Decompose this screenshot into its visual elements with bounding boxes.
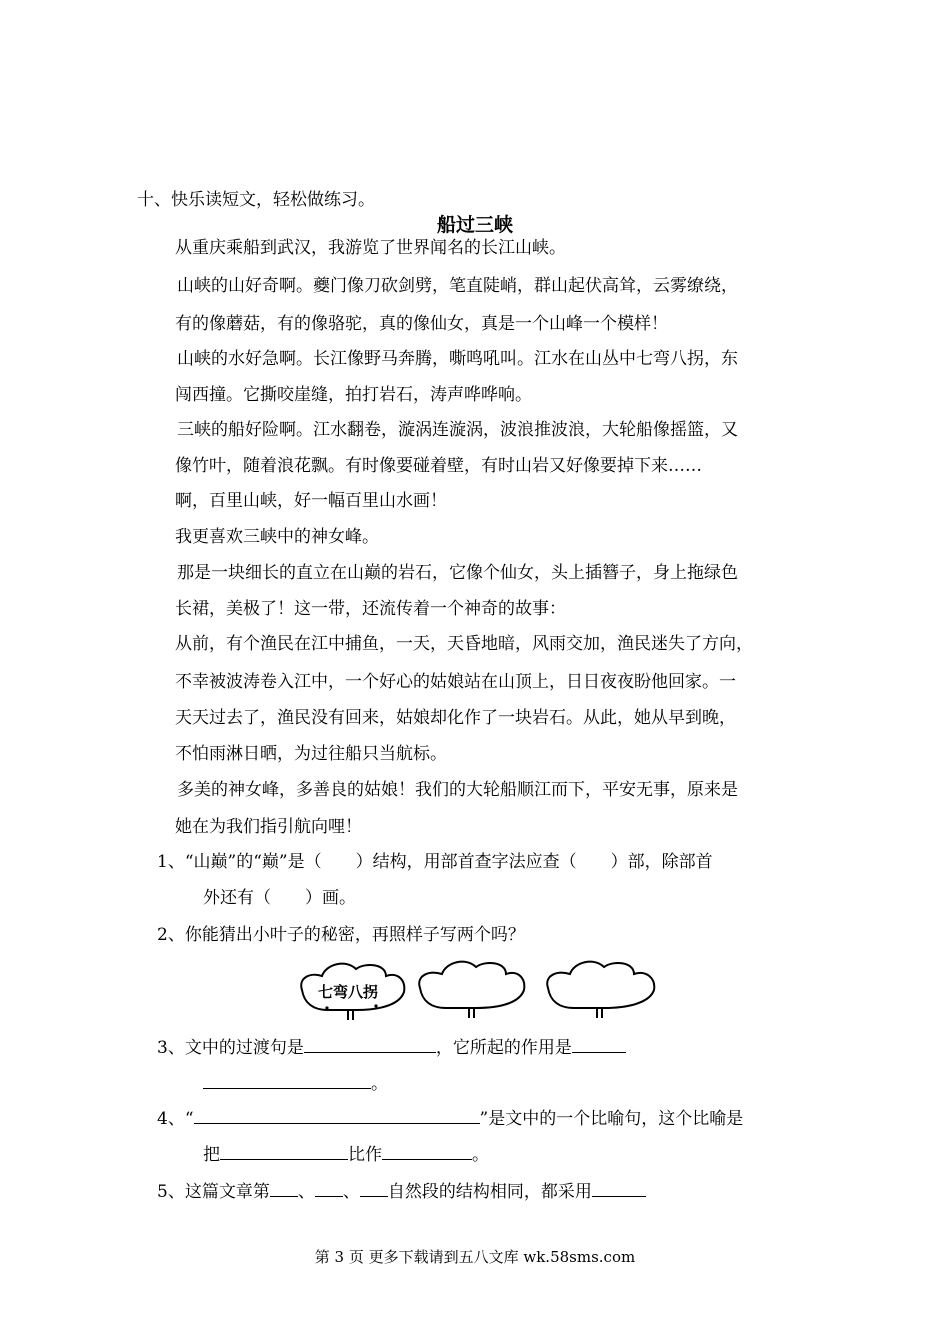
answer-blank[interactable] bbox=[315, 1180, 343, 1197]
passage-title: 船过三峡 bbox=[436, 214, 513, 236]
answer-blank[interactable] bbox=[270, 1180, 298, 1197]
passage-line: 多美的神女峰，多善良的姑娘！我们的大轮船顺江而下，平安无事，原来是 bbox=[177, 780, 738, 800]
answer-blank[interactable] bbox=[360, 1180, 388, 1197]
question-2: 2、你能猜出小叶子的秘密，再照样子写两个吗？ bbox=[157, 925, 525, 945]
passage-line: 不幸被波涛卷入江中，一个好心的姑娘站在山顶上，日日夜夜盼他回家。一 bbox=[175, 672, 736, 692]
question-4-middle: ”是文中的一个比喻句，这个比喻是 bbox=[479, 1109, 744, 1129]
question-5-sep: 、 bbox=[342, 1182, 360, 1202]
question-3-line-2 bbox=[203, 1072, 388, 1094]
answer-blank[interactable] bbox=[194, 1107, 480, 1124]
passage-line: 我更喜欢三峡中的神女峰。 bbox=[175, 527, 379, 547]
question-5-sep: 、 bbox=[297, 1182, 315, 1202]
passage-line: 她在为我们指引航向哩！ bbox=[175, 817, 362, 837]
page-footer: 第 3 页 更多下载请到五八文库 wk.58sms.com bbox=[314, 1248, 636, 1266]
passage-line: 三峡的船好险啊。江水翻卷，漩涡连漩涡，波浪推波浪，大轮船像摇篮，又 bbox=[177, 420, 738, 440]
question-4-l2-middle: 比作 bbox=[348, 1145, 382, 1165]
passage-line: 那是一块细长的直立在山巅的岩石，它像个仙女，头上插簪子，身上拖绿色 bbox=[177, 563, 738, 583]
question-4-l2-end: 。 bbox=[472, 1145, 489, 1165]
passage-line: 有的像蘑菇，有的像骆驼，真的像仙女，真是一个山峰一个模样！ bbox=[175, 314, 668, 334]
answer-blank[interactable] bbox=[203, 1072, 371, 1089]
question-5-middle: 自然段的结构相同，都采用 bbox=[387, 1182, 592, 1202]
question-1-line-2: 外还有（ ）画。 bbox=[203, 888, 356, 908]
passage-line: 不怕雨淋日晒，为过往船只当航标。 bbox=[175, 744, 447, 764]
leaf-blank-icon[interactable] bbox=[542, 958, 660, 1020]
question-5 bbox=[157, 1180, 646, 1202]
answer-blank[interactable] bbox=[572, 1036, 626, 1053]
answer-blank[interactable] bbox=[304, 1036, 436, 1053]
passage-line: 啊，百里山峡，好一幅百里山水画！ bbox=[175, 491, 447, 511]
question-4-l2-prefix: 把 bbox=[203, 1145, 220, 1165]
passage-line: 天天过去了，渔民没有回来，姑娘却化作了一块岩石。从此，她从早到晚， bbox=[175, 708, 736, 728]
question-3-middle: ，它所起的作用是 bbox=[435, 1038, 572, 1058]
passage-line: 长裙，美极了！这一带，还流传着一个神奇的故事： bbox=[175, 599, 566, 619]
question-3-prefix: 3、文中的过渡句是 bbox=[157, 1038, 304, 1058]
question-3 bbox=[157, 1036, 626, 1058]
section-heading: 十、快乐读短文，轻松做练习。 bbox=[137, 190, 375, 210]
question-1-line-1: 1、“山巅”的“巅”是（ ）结构，用部首查字法应查（ ）部，除部首 bbox=[157, 852, 713, 872]
answer-blank[interactable] bbox=[382, 1143, 472, 1160]
answer-blank[interactable] bbox=[220, 1143, 348, 1160]
answer-blank[interactable] bbox=[592, 1180, 646, 1197]
passage-line: 山峡的山好奇啊。夔门像刀砍剑劈，笔直陡峭，群山起伏高耸，云雾缭绕， bbox=[177, 276, 738, 296]
leaf-example-text: 七弯八拐 bbox=[318, 983, 379, 1001]
question-4-prefix: 4、“ bbox=[157, 1109, 194, 1129]
question-4 bbox=[157, 1107, 743, 1129]
question-3-end: 。 bbox=[371, 1074, 388, 1094]
passage-line: 从前，有个渔民在江中捕鱼，一天，天昏地暗，风雨交加，渔民迷失了方向， bbox=[175, 634, 753, 654]
passage-line: 从重庆乘船到武汉，我游览了世界闻名的长江山峡。 bbox=[175, 238, 566, 258]
passage-line: 山峡的水好急啊。长江像野马奔腾，嘶鸣吼叫。江水在山丛中七弯八拐，东 bbox=[177, 349, 738, 369]
passage-line: 像竹叶，随着浪花飘。有时像要碰着壁，有时山岩又好像要掉下来…… bbox=[175, 456, 702, 476]
leaf-blank-icon[interactable] bbox=[414, 958, 530, 1020]
question-5-prefix: 5、这篇文章第 bbox=[157, 1182, 270, 1202]
question-4-line-2 bbox=[203, 1143, 489, 1165]
passage-line: 闯西撞。它撕咬崖缝，拍打岩石，涛声哗哗响。 bbox=[175, 385, 532, 405]
